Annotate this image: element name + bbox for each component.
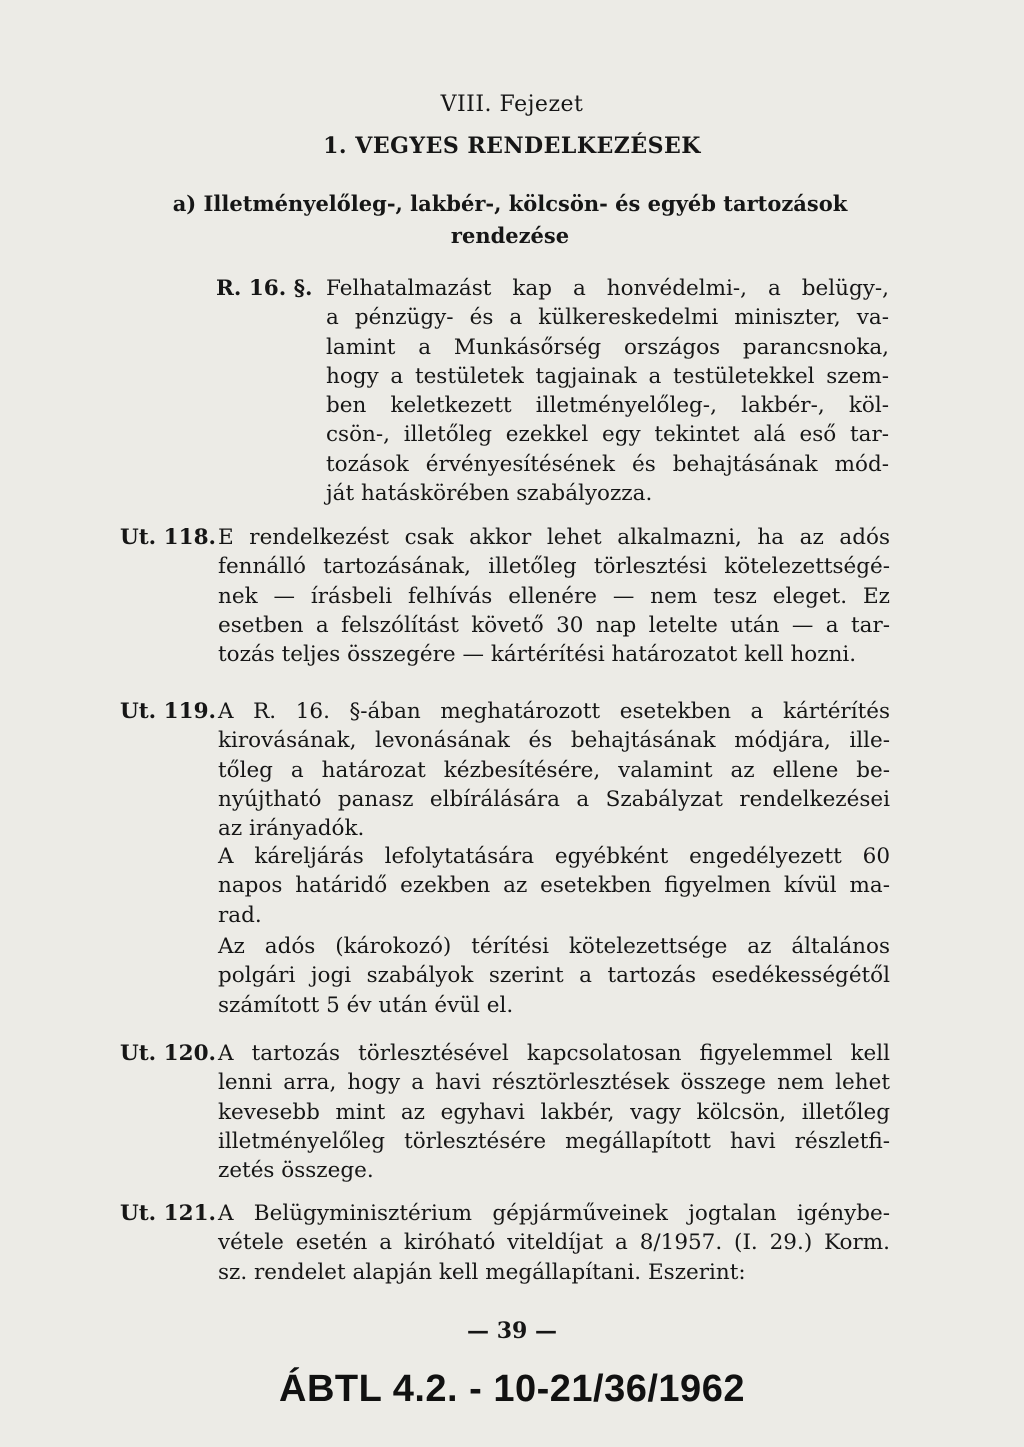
page-number: — 39 — bbox=[467, 1318, 557, 1344]
text-line: A Belügyminisztérium gépjárműveinek jogtalan igénybe- bbox=[218, 1201, 890, 1226]
text-line: az irányadók. bbox=[218, 816, 365, 842]
text-line: napos határidő ezekben az esetekben figyelmen kívül ma- bbox=[218, 873, 890, 899]
text-line: hogy a testületek tagjainak a testületekkel szem- bbox=[326, 363, 889, 389]
archive-reference: ÁBTL 4.2. - 10-21/36/1962 bbox=[279, 1368, 745, 1410]
text-line: A káreljárás lefolytatására egyébként engedélyezett 60 bbox=[218, 844, 890, 869]
text-line: nyújtható panasz elbírálására a Szabályzat rendelkezései bbox=[218, 786, 890, 812]
text-line: nek — írásbeli felhívás ellenére — nem tesz eleget. Ez bbox=[218, 583, 890, 609]
text-line: polgári jogi szabályok szerint a tartozás esedékességétől bbox=[218, 963, 890, 989]
text-line: ját hatáskörében szabályozza. bbox=[326, 481, 653, 507]
section-heading: 1. VEGYES RENDELKEZÉSEK bbox=[323, 133, 701, 159]
text-line: A R. 16. §-ában meghatározott esetekben a kártérítés bbox=[218, 699, 890, 724]
text-line: tozás teljes összegére — kártérítési határozatot kell hozni. bbox=[218, 642, 857, 668]
subsection-heading: a) Illetményelőleg-, lakbér-, kölcsön- és egyéb tartozások rendezése bbox=[172, 191, 848, 248]
paragraph-label-ut118: Ut. 118. bbox=[120, 525, 217, 550]
text-line: ben keletkezett illetményelőleg-, lakbér-, köl- bbox=[326, 393, 889, 419]
paragraph-ut119-cont2 bbox=[218, 932, 890, 1020]
chapter-heading: VIII. Fejezet bbox=[440, 92, 584, 117]
paragraph-label-ut119: Ut. 119. bbox=[120, 699, 217, 724]
text-line: zetés összege. bbox=[218, 1158, 374, 1184]
text-line: tőleg a határozat kézbesítésére, valamint az ellene be- bbox=[218, 757, 890, 783]
paragraph-label-ut121: Ut. 121. bbox=[120, 1201, 217, 1226]
text-line: a pénzügy- és a külkereskedelmi miniszter, va- bbox=[326, 305, 889, 331]
paragraph-ut118 bbox=[218, 523, 890, 669]
text-line: lenni arra, hogy a havi résztörlesztések összege nem lehet bbox=[218, 1070, 890, 1096]
text-line: számított 5 év után évül el. bbox=[218, 992, 514, 1018]
paragraph-ut119-cont1 bbox=[218, 842, 890, 930]
text-line: illetményelőleg törlesztésére megállapított havi részletfi- bbox=[218, 1128, 890, 1154]
text-line: A tartozás törlesztésével kapcsolatosan figyelemmel kell bbox=[218, 1041, 890, 1066]
text-line: kevesebb mint az egyhavi lakbér, vagy kölcsön, illetőleg bbox=[218, 1099, 890, 1125]
paragraph-label-ut120: Ut. 120. bbox=[120, 1041, 217, 1066]
text-line: lamint a Munkásőrség országos parancsnoka, bbox=[326, 334, 889, 360]
text-line: kirovásának, levonásának és behajtásának módjára, ille- bbox=[218, 728, 890, 754]
paragraph-ut121 bbox=[218, 1199, 890, 1287]
paragraph-ut119 bbox=[218, 697, 890, 843]
paragraph-label-r16: R. 16. §. bbox=[216, 276, 313, 301]
text-line: rad. bbox=[218, 902, 262, 928]
text-line: Az adós (károkozó) térítési kötelezettsége az általános bbox=[218, 934, 890, 959]
text-line: csön-, illetőleg ezekkel egy tekintet alá eső tar- bbox=[326, 422, 889, 448]
text-line: Felhatalmazást kap a honvédelmi-, a belügy-, bbox=[326, 276, 889, 301]
text-line: E rendelkezést csak akkor lehet alkalmazni, ha az adós bbox=[218, 525, 890, 550]
text-line: esetben a felszólítást követő 30 nap letelte után — a tar- bbox=[218, 612, 890, 638]
paragraph-ut120 bbox=[218, 1039, 890, 1185]
text-line: tozások érvényesítésének és behajtásának mód- bbox=[326, 451, 889, 477]
text-line: vétele esetén a kiróható viteldíjat a 8/1957. (I. 29.) Korm. bbox=[218, 1230, 890, 1256]
paragraph-r16 bbox=[326, 274, 889, 508]
text-line: sz. rendelet alapján kell megállapítani. Eszerint: bbox=[218, 1259, 746, 1285]
text-line: fennálló tartozásának, illetőleg törlesztési kötelezettségé- bbox=[218, 554, 890, 580]
